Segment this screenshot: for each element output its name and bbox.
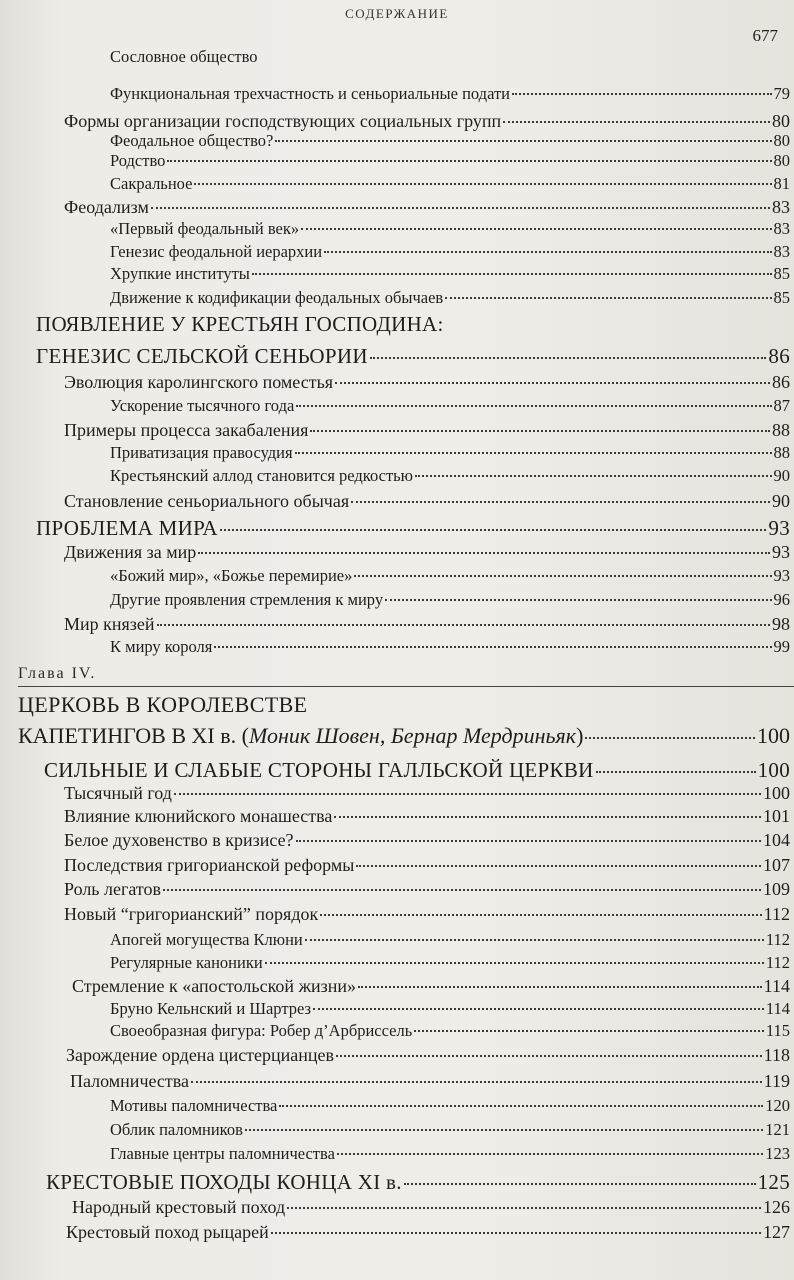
toc-entry-title: Последствия григорианской реформы xyxy=(64,855,355,875)
toc-page-number: 127 xyxy=(763,1222,790,1242)
dot-leader xyxy=(167,160,771,162)
toc-entry-title: Крестовый поход рыцарей xyxy=(66,1222,269,1242)
dot-leader xyxy=(445,297,771,299)
toc-entry xyxy=(72,1197,790,1218)
toc-entry-title: Феодализм xyxy=(64,197,149,217)
toc-page-number: 112 xyxy=(765,953,790,972)
toc-entry xyxy=(64,197,790,218)
dot-leader xyxy=(245,1129,763,1131)
dot-leader xyxy=(279,1105,763,1107)
dot-leader xyxy=(512,93,771,95)
toc-page-number: 100 xyxy=(757,723,790,748)
toc-entry-title: Белое духовенство в кризисе? xyxy=(64,830,294,850)
toc-entry-title: К миру короля xyxy=(110,637,213,656)
dot-leader xyxy=(596,771,756,773)
page-number: 677 xyxy=(752,26,778,45)
dot-leader xyxy=(275,140,771,142)
toc-page-number: 90 xyxy=(773,466,790,485)
toc-entry-title: Апогей могущества Клюни xyxy=(110,930,303,949)
toc-page-number: 80 xyxy=(773,151,790,170)
toc-entry-title: Влияние клюнийского монашества xyxy=(64,806,333,826)
toc-entry-title: «Божий мир», «Божье перемирие» xyxy=(110,566,353,585)
toc-entry-title: ПОЯВЛЕНИЕ У КРЕСТЬЯН ГОСПОДИНА: xyxy=(36,312,444,336)
toc-page-number: 93 xyxy=(772,542,790,562)
dot-leader xyxy=(370,357,767,359)
toc-entry-title: Движение к кодификации феодальных обычаев xyxy=(110,288,444,307)
dot-leader xyxy=(354,575,771,577)
toc-entry-title: ГЕНЕЗИС СЕЛЬСКОЙ СЕНЬОРИИ xyxy=(36,344,368,368)
dot-leader xyxy=(356,865,761,867)
dot-leader xyxy=(151,207,770,209)
dot-leader xyxy=(320,914,761,916)
toc-page-number: 90 xyxy=(772,491,790,511)
toc-entry xyxy=(110,953,790,973)
toc-entry-title: Другие проявления стремления к миру xyxy=(110,590,384,609)
toc-page-number: 104 xyxy=(763,830,790,850)
toc-entry-title: Регулярные каноники xyxy=(110,953,263,972)
toc-entry xyxy=(64,614,790,635)
dot-leader xyxy=(414,1030,764,1032)
toc-entry-title: Формы организации господствующих социальных групп xyxy=(64,111,502,131)
toc-entry xyxy=(110,566,790,586)
toc-entry-title: Функциональная трехчастность и сеньориальные подати xyxy=(110,84,511,103)
toc-page-number: 112 xyxy=(763,904,790,924)
toc-entry xyxy=(110,219,790,239)
toc-entry xyxy=(46,1170,790,1195)
toc-page-number: 87 xyxy=(773,396,790,415)
dot-leader xyxy=(310,430,770,432)
toc-page-number: 85 xyxy=(773,264,790,283)
dot-leader xyxy=(358,986,762,988)
toc-page-number: 80 xyxy=(773,131,790,150)
toc-page-number: 114 xyxy=(765,999,790,1018)
toc-entry-title: Крестьянский аллод становится редкостью xyxy=(110,466,414,485)
dot-leader xyxy=(271,1232,761,1234)
toc-entry xyxy=(44,758,790,783)
dot-leader xyxy=(351,501,770,503)
toc-entry xyxy=(110,999,790,1019)
running-head: СОДЕРЖАНИЕ xyxy=(345,6,449,21)
dot-leader xyxy=(404,1183,756,1185)
toc-entry xyxy=(110,1096,790,1116)
toc-entry xyxy=(64,904,790,925)
toc-entry-title: СИЛЬНЫЕ И СЛАБЫЕ СТОРОНЫ ГАЛЛЬСКОЙ ЦЕРКВИ xyxy=(44,758,594,782)
toc-entry-title: КРЕСТОВЫЕ ПОХОДЫ КОНЦА XI в. xyxy=(46,1170,402,1194)
toc-page-number: 99 xyxy=(773,637,790,656)
toc-entry xyxy=(110,1021,790,1041)
toc-entry-title: Ускорение тысячного года xyxy=(110,396,295,415)
toc-page-number: 125 xyxy=(757,1170,790,1194)
toc-entry xyxy=(110,1144,790,1164)
toc-entry xyxy=(66,1045,790,1066)
toc-entry xyxy=(64,111,790,132)
toc-entry xyxy=(110,1120,790,1140)
toc-page-number: 80 xyxy=(772,111,790,131)
toc-entry-title: Приватизация правосудия xyxy=(110,443,293,462)
toc-entry-title: Мир князей xyxy=(64,614,155,634)
chapter-label: Глава IV. xyxy=(18,665,97,682)
toc-page-number: 79 xyxy=(773,84,790,103)
toc-entry-title: Тысячный год xyxy=(64,783,172,803)
toc-entry xyxy=(36,312,790,337)
dot-leader xyxy=(174,793,761,795)
toc-entry-title: Зарождение ордена цистерцианцев xyxy=(66,1045,335,1065)
toc-entry-title: Сословное общество xyxy=(110,47,258,66)
toc-entry xyxy=(110,930,790,950)
toc-page-number: 93 xyxy=(773,566,790,585)
toc-entry-title: Хрупкие институты xyxy=(110,264,250,283)
dot-leader xyxy=(214,646,771,648)
toc-entry xyxy=(66,1222,790,1243)
dot-leader xyxy=(415,475,771,477)
dot-leader xyxy=(252,273,772,275)
dot-leader xyxy=(336,1055,762,1057)
toc-entry xyxy=(64,806,790,827)
dot-leader xyxy=(385,599,771,601)
toc-entry-title: ПРОБЛЕМА МИРА xyxy=(36,516,218,540)
toc-entry-title: Главные центры паломничества xyxy=(110,1144,335,1163)
toc-page-number: 98 xyxy=(772,614,790,634)
toc-entry-title: Генезис феодальной иерархии xyxy=(110,242,323,261)
toc-page-number: 114 xyxy=(763,976,790,996)
toc-entry xyxy=(64,855,790,876)
dot-leader xyxy=(334,816,761,818)
toc-page-number: 81 xyxy=(773,174,790,193)
toc-page-number: 115 xyxy=(765,1021,790,1040)
toc-entry xyxy=(64,830,790,851)
dot-leader xyxy=(194,183,771,185)
toc-page-number: 86 xyxy=(768,344,790,368)
toc-page-number: 121 xyxy=(765,1120,790,1139)
toc-page-number: 107 xyxy=(763,855,790,875)
toc-page-number: 100 xyxy=(763,783,790,803)
dot-leader xyxy=(220,529,767,531)
toc-entry xyxy=(36,344,790,369)
toc-entry xyxy=(110,174,790,194)
toc-page-number: 120 xyxy=(765,1096,790,1115)
toc-page-number: 119 xyxy=(763,1071,790,1091)
dot-leader xyxy=(324,251,771,253)
toc-page-number: 83 xyxy=(773,219,790,238)
toc-page-number: 86 xyxy=(772,372,790,392)
dot-leader xyxy=(313,1008,764,1010)
toc-entry xyxy=(110,396,790,416)
toc-entry-title: Бруно Кельнский и Шартрез xyxy=(110,999,312,1018)
toc-entry xyxy=(110,637,790,657)
toc-entry xyxy=(110,84,790,104)
toc-entry-title: Становление сеньориального обычая xyxy=(64,491,350,511)
toc-entry xyxy=(36,516,790,541)
toc-entry xyxy=(64,879,790,900)
dot-leader xyxy=(296,840,761,842)
toc-entry-title: Роль легатов xyxy=(64,879,162,899)
toc-entry xyxy=(70,1071,790,1092)
toc-page-number: 118 xyxy=(763,1045,790,1065)
toc-page-number: 109 xyxy=(763,879,790,899)
toc-entry-title: Примеры процесса закабаления xyxy=(64,420,309,440)
toc-page-number: 88 xyxy=(772,420,790,440)
toc-entry xyxy=(110,151,790,171)
toc-entry-authors: Моник Шовен, Бернар Мердриньяк xyxy=(248,723,577,748)
toc-entry xyxy=(64,420,790,441)
dot-leader xyxy=(198,552,770,554)
toc-entry xyxy=(110,131,790,151)
dot-leader xyxy=(287,1207,761,1209)
toc-entry xyxy=(110,47,702,67)
toc-entry-title: Эволюция каролингского поместья xyxy=(64,372,334,392)
toc-page-number: 83 xyxy=(773,242,790,261)
toc-page-number: 88 xyxy=(773,443,790,462)
dot-leader xyxy=(191,1081,762,1083)
toc-entry xyxy=(110,288,790,308)
toc-entry xyxy=(110,242,790,262)
toc-page-number: 83 xyxy=(772,197,790,217)
toc-entry xyxy=(64,491,790,512)
toc-entry-title: Стремление к «апостольской жизни» xyxy=(72,976,357,996)
toc-page-number: 85 xyxy=(773,288,790,307)
toc-entry-title: Новый “григорианский” порядок xyxy=(64,904,319,924)
dot-leader xyxy=(503,121,770,123)
toc-entry-title: Родство xyxy=(110,151,166,170)
toc-entry-title: Своеобразная фигура: Робер д’Арбриссель xyxy=(110,1021,413,1040)
dot-leader xyxy=(157,624,770,626)
toc-entry xyxy=(110,466,790,486)
toc-entry-title: Народный крестовый поход xyxy=(72,1197,286,1217)
toc-entry-title: Сакральное xyxy=(110,174,193,193)
toc-entry-title: Облик паломников xyxy=(110,1120,243,1139)
toc-page-number: 93 xyxy=(768,516,790,540)
toc-entry xyxy=(64,542,790,563)
toc-entry xyxy=(18,723,790,749)
toc-entry-title: Паломничества xyxy=(70,1071,190,1091)
toc-entry-title: Движения за мир xyxy=(64,542,197,562)
dot-leader xyxy=(163,889,761,891)
dot-leader xyxy=(296,405,771,407)
toc-page-number: 96 xyxy=(773,590,790,609)
toc-entry-title: «Первый феодальный век» xyxy=(110,219,300,238)
dot-leader xyxy=(265,962,764,964)
dot-leader xyxy=(305,939,764,941)
toc-page-number: 112 xyxy=(765,930,790,949)
toc-page-number: 100 xyxy=(757,758,790,782)
chapter-rule xyxy=(18,686,794,687)
dot-leader xyxy=(585,737,755,739)
dot-leader xyxy=(295,452,772,454)
toc-entry xyxy=(64,783,790,804)
toc-entry-title: Феодальное общество? xyxy=(110,131,274,150)
toc-entry-title: КАПЕТИНГОВ В XI в. (Моник Шовен, Бернар Мердриньяк) xyxy=(18,723,584,748)
toc-page-number: 126 xyxy=(763,1197,790,1217)
dot-leader xyxy=(301,228,771,230)
toc-page-number: 101 xyxy=(763,806,790,826)
toc-entry xyxy=(64,372,790,393)
dot-leader xyxy=(337,1153,763,1155)
toc-entry xyxy=(72,976,790,997)
toc-entry-title: Мотивы паломничества xyxy=(110,1096,278,1115)
chapter-title-line1: ЦЕРКОВЬ В КОРОЛЕВСТВЕ xyxy=(18,692,308,717)
toc-entry xyxy=(110,264,790,284)
toc-entry xyxy=(110,590,790,610)
toc-entry xyxy=(110,443,790,463)
toc-page-number: 123 xyxy=(765,1144,790,1163)
dot-leader xyxy=(335,382,770,384)
